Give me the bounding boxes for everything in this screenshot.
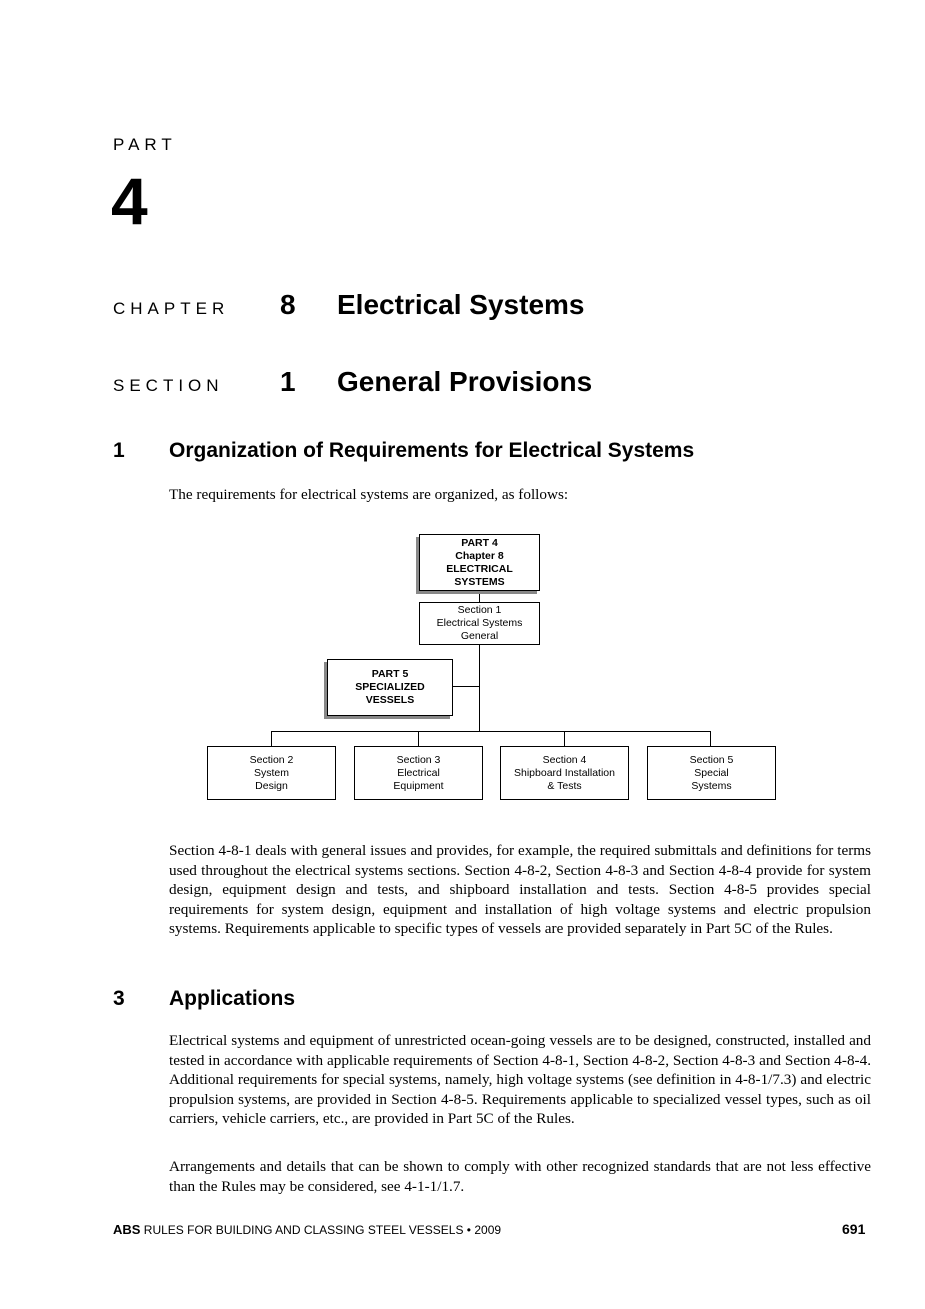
box-line: Section 1	[457, 604, 502, 616]
page-number: 691	[842, 1221, 866, 1237]
part-number: 4	[111, 164, 148, 238]
box-line: Section 3	[396, 753, 441, 766]
connector-line	[710, 731, 711, 746]
organization-paragraph: Section 4-8-1 deals with general issues and provides, for example, the required submittals and definitions for terms used throughout the electrical systems sections. Section 4-8-2, Section 4-8-3 and Section 4-8-4 provide for system design, equipment design and tests, and shipboard installation and tests. Section 4-8-5 provides special requirements for system design, equipment and installation of high voltage systems and electric propulsion systems. Requirements applicable to specific types of vessels are provided separately in Part 5C of the Rules.	[169, 842, 871, 938]
connector-line	[479, 590, 480, 602]
box-section3	[354, 746, 483, 800]
box-line: ELECTRICAL	[446, 562, 513, 575]
box-line: Chapter 8	[455, 549, 504, 562]
section-number: 1	[280, 366, 296, 397]
box-line: System	[253, 766, 289, 779]
connector-line	[479, 644, 480, 732]
heading-title: Applications	[169, 987, 296, 1010]
box-section1	[419, 602, 540, 645]
box-line: Electrical Systems	[436, 617, 523, 629]
part-label: PART	[113, 135, 177, 154]
box-section4	[500, 746, 629, 800]
footer-text: RULES FOR BUILDING AND CLASSING STEEL VESSELS	[143, 1223, 464, 1237]
box-line: SYSTEMS	[454, 575, 505, 588]
box-part5	[327, 659, 453, 716]
box-line: Electrical	[397, 766, 440, 779]
box-line: Systems	[691, 779, 732, 792]
connector-line	[564, 731, 565, 746]
box-line: PART 4	[461, 536, 498, 549]
connector-line	[452, 686, 480, 687]
box-line: SPECIALIZED	[355, 681, 425, 693]
box-line: & Tests	[547, 779, 582, 792]
section-label: SECTION	[113, 376, 224, 395]
box-line: Shipboard Installation	[514, 766, 615, 779]
arrangements-paragraph: Arrangements and details that can be shown to comply with other recognized standards that are not less effective than the Rules may be considered, see 4-1-1/1.7.	[169, 1158, 871, 1195]
box-line: PART 5	[371, 668, 409, 680]
heading-number: 1	[113, 439, 125, 462]
box-line: Section 5	[689, 753, 734, 766]
connector-line	[271, 731, 272, 746]
box-section5	[647, 746, 776, 800]
section-title: General Provisions	[337, 366, 593, 397]
box-line: Section 4	[542, 753, 587, 766]
box-line: Special	[694, 766, 729, 779]
chapter-label: CHAPTER	[113, 299, 230, 318]
chapter-number: 8	[280, 289, 296, 320]
heading-number: 3	[113, 987, 125, 1010]
box-line: General	[460, 630, 499, 642]
connector-line	[271, 731, 711, 732]
box-line: VESSELS	[365, 694, 415, 706]
box-section2	[207, 746, 336, 800]
box-line: Design	[255, 779, 288, 792]
chapter-title: Electrical Systems	[337, 289, 585, 320]
footer-brand: ABS	[113, 1222, 141, 1237]
applications-paragraph: Electrical systems and equipment of unrestricted ocean-going vessels are to be designed, constructed, installed and tested in accordance with applicable requirements of Section 4-8-1, Section 4-8-2, Section 4-8-3 and Section 4-8-4. Additional requirements for special systems, namely, high voltage systems (see definition in 4-8-1/7.3) and electric propulsion systems, are provided in Section 4-8-5. Requirements applicable to specialized vessel types, such as oil carriers, vehicle carriers, etc., are provided in Part 5C of the Rules.	[169, 1032, 871, 1128]
box-line: Equipment	[393, 779, 444, 792]
footer-year: 2009	[474, 1223, 502, 1237]
box-line: Section 2	[249, 753, 294, 766]
footer	[113, 1222, 501, 1237]
footer-bullet: •	[466, 1223, 471, 1237]
connector-line	[418, 731, 419, 746]
box-part4	[419, 534, 540, 591]
intro-paragraph: The requirements for electrical systems are organized, as follows:	[169, 486, 569, 503]
heading-title: Organization of Requirements for Electrical Systems	[169, 439, 695, 462]
